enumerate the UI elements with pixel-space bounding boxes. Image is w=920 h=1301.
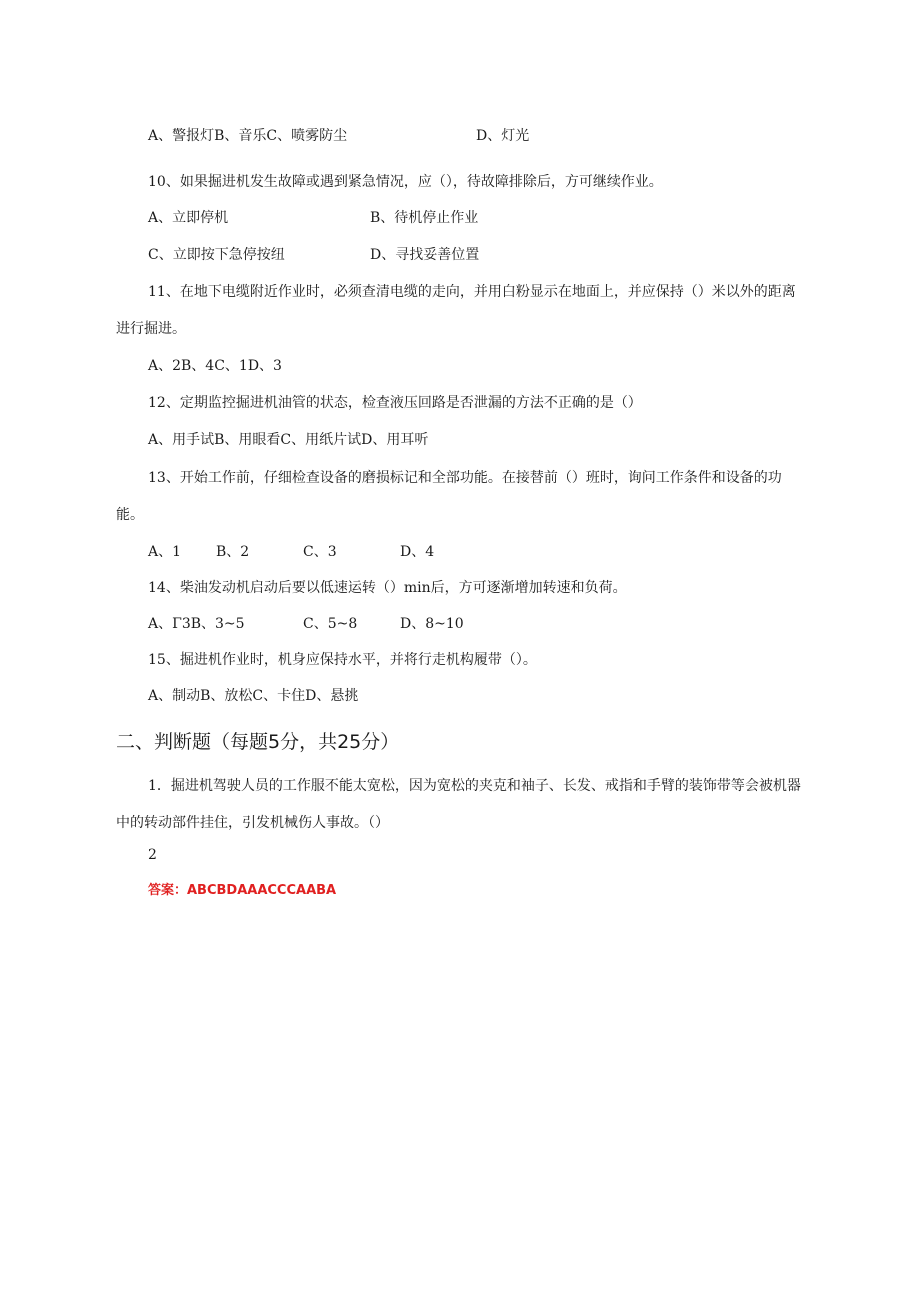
answer-key: 答案：ABCBDAAACCCAABA [148, 883, 337, 898]
q13-option-c: C、3 [303, 544, 337, 560]
q10-option-b: B、待机停止作业 [370, 210, 479, 226]
q9-options-abc: A、警报灯B、音乐C、喷雾防尘 [148, 128, 348, 144]
q14-options-ab: A、Γ3B、3~5 [148, 616, 245, 632]
tf1-stem: 1．掘进机驾驶人员的工作服不能太宽松，因为宽松的夹克和袖子、长发、戒指和手臂的装饰带等会被机器中的转动部件挂住，引发机械伤人事故。（） [116, 778, 801, 831]
q12-stem: 12、定期监控掘进机油管的状态，检查液压回路是否泄漏的方法不正确的是（） [148, 395, 642, 411]
q13-stem: 13、开始工作前，仔细检查设备的磨损标记和全部功能。在接替前（）班时，询问工作条件和设备的功能。 [116, 470, 782, 523]
tf2-stem: 2 [148, 847, 157, 863]
q12-options: A、用手试B、用眼看C、用纸片试D、用耳听 [148, 432, 429, 448]
q9-option-d: D、灯光 [476, 128, 530, 144]
q10-option-d: D、寻找妥善位置 [370, 247, 480, 263]
q15-options: A、制动B、放松C、卡住D、悬挑 [148, 688, 359, 704]
q10-option-c: C、立即按下急停按纽 [148, 247, 285, 263]
q14-option-c: C、5~8 [303, 616, 358, 632]
q11-options: A、2B、4C、1D、3 [148, 358, 282, 374]
q14-option-d: D、8~10 [400, 616, 464, 632]
q15-stem: 15、掘进机作业时，机身应保持水平，并将行走机构履带（）。 [148, 652, 537, 668]
q13-option-b: B、2 [216, 544, 250, 560]
section-2-heading: 二、判断题（每题5分，共25分） [116, 731, 400, 753]
q10-option-a: A、立即停机 [148, 210, 229, 226]
q11-stem: 11、在地下电缆附近作业时，必须查清电缆的走向，并用白粉显示在地面上，并应保持（）米以外的距离进行掘进。 [116, 284, 796, 337]
q13-option-d: D、4 [400, 544, 435, 560]
q14-stem: 14、柴油发动机启动后要以低速运转（）min后，方可逐渐增加转速和负荷。 [148, 580, 627, 596]
q13-option-a: A、1 [148, 544, 182, 560]
q10-stem: 10、如果掘进机发生故障或遇到紧急情况，应（），待故障排除后，方可继续作业。 [148, 174, 663, 190]
